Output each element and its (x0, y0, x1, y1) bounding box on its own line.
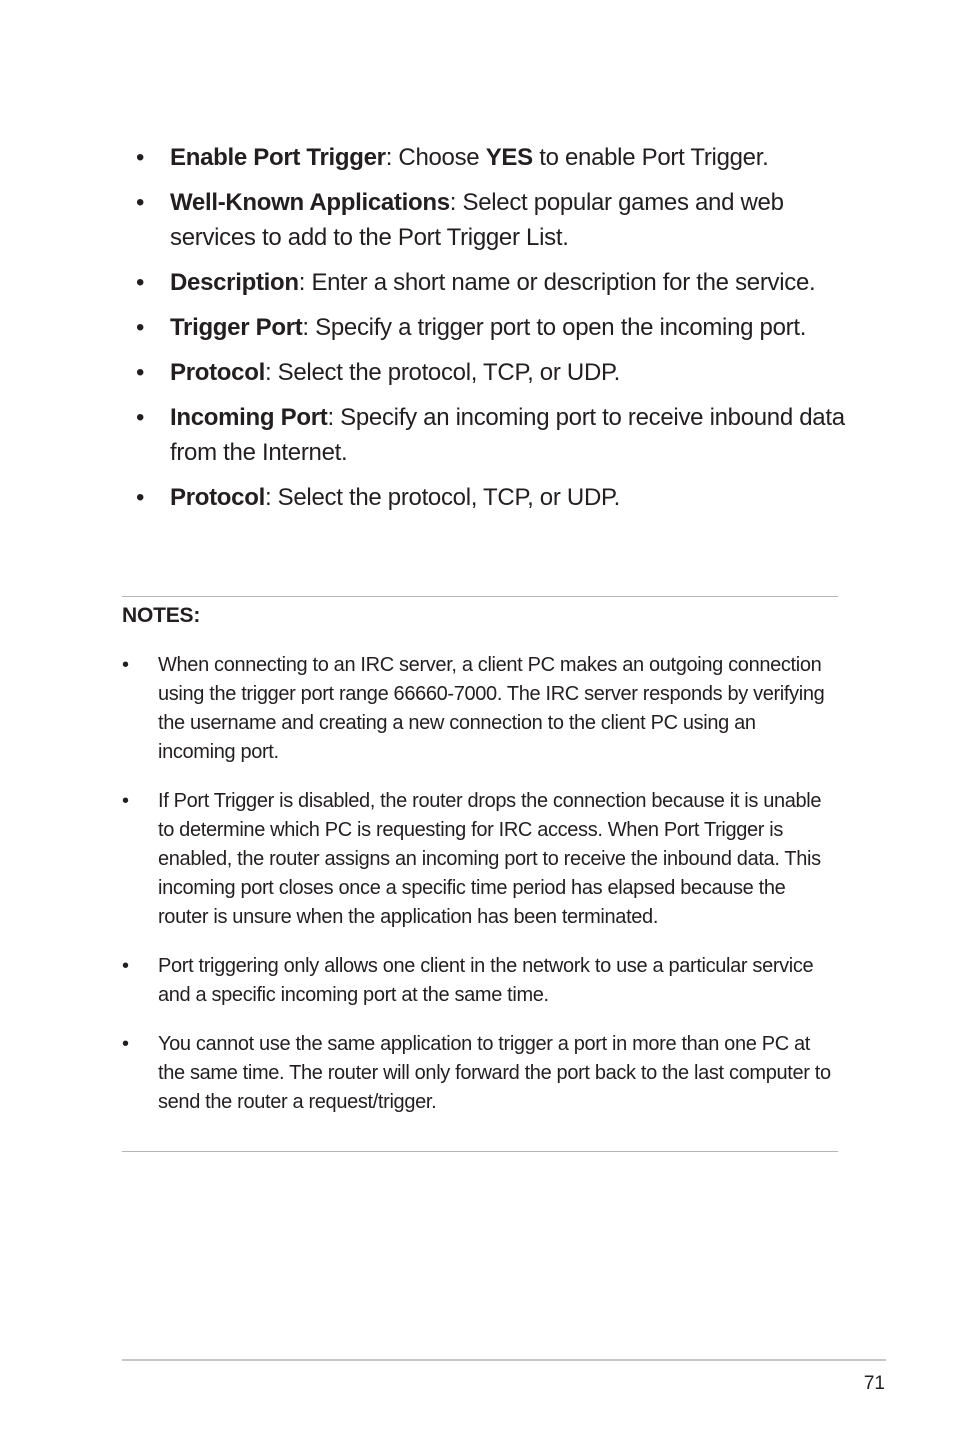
setting-term: Description (170, 269, 299, 296)
setting-text: : Enter a short name or description for the service. (298, 269, 816, 296)
notes-title: NOTES: (122, 604, 201, 627)
setting-text: : Select popular games and web services to add to the Port Trigger List. (170, 189, 784, 251)
note-item (122, 1030, 838, 1117)
bullet: • (122, 790, 129, 812)
bullet: • (122, 654, 129, 676)
setting-value-yes: YES (485, 144, 533, 171)
setting-term: Protocol (170, 484, 265, 511)
settings-list (136, 140, 851, 525)
note-text: You cannot use the same application to trigger a port in more than one PC at the same time. The router will only forward the port back to the last computer to send the router a request/trigger. (158, 1033, 831, 1113)
setting-text: to enable Port Trigger. (532, 144, 769, 171)
bullet: • (136, 269, 145, 296)
note-item (122, 787, 838, 932)
bullet: • (136, 359, 145, 386)
bullet: • (136, 189, 145, 216)
setting-text: : Select the protocol, TCP, or UDP. (264, 359, 620, 386)
note-text: When connecting to an IRC server, a client PC makes an outgoing connection using the trigger port range 66660-7000. The IRC server responds by verifying the username and creating a new connection to the client PC using an incoming port. (158, 654, 825, 763)
notes-box (122, 596, 838, 1152)
setting-item-incoming-port (136, 400, 851, 470)
setting-term: Trigger Port (170, 314, 303, 341)
setting-text: : Select the protocol, TCP, or UDP. (264, 484, 620, 511)
bullet: • (136, 484, 145, 511)
bullet: • (122, 1033, 129, 1055)
setting-item-description (136, 265, 851, 300)
bullet: • (136, 314, 145, 341)
note-text: If Port Trigger is disabled, the router drops the connection because it is unable to determine which PC is requesting for IRC access. When Port Trigger is enabled, the router assigns an incoming port to receive the inbound data. This incoming port closes once a specific time period has elapsed because the router is unsure when the application has been terminated. (158, 790, 822, 928)
setting-term: Well-Known Applications (170, 189, 450, 216)
note-text: Port triggering only allows one client in the network to use a particular service and a specific incoming port at the same time. (158, 955, 814, 1006)
setting-item-trigger-port (136, 310, 851, 345)
bullet: • (136, 144, 145, 171)
page-number: 71 (863, 1373, 885, 1394)
setting-text: : Choose (385, 144, 486, 171)
note-item (122, 651, 838, 767)
footer-divider (122, 1359, 886, 1361)
setting-item-well-known-applications (136, 185, 851, 255)
bullet: • (122, 955, 129, 977)
notes-list (122, 651, 838, 1137)
setting-item-enable-port-trigger (136, 140, 851, 175)
setting-item-protocol (136, 355, 851, 390)
setting-item-protocol-incoming (136, 480, 851, 515)
setting-term: Incoming Port (170, 404, 328, 431)
setting-term: Enable Port Trigger (170, 144, 386, 171)
note-item (122, 952, 838, 1010)
setting-term: Protocol (170, 359, 265, 386)
bullet: • (136, 404, 145, 431)
setting-text: : Specify a trigger port to open the incoming port. (302, 314, 807, 341)
setting-text: : Specify an incoming port to receive inbound data from the Internet. (170, 404, 845, 466)
